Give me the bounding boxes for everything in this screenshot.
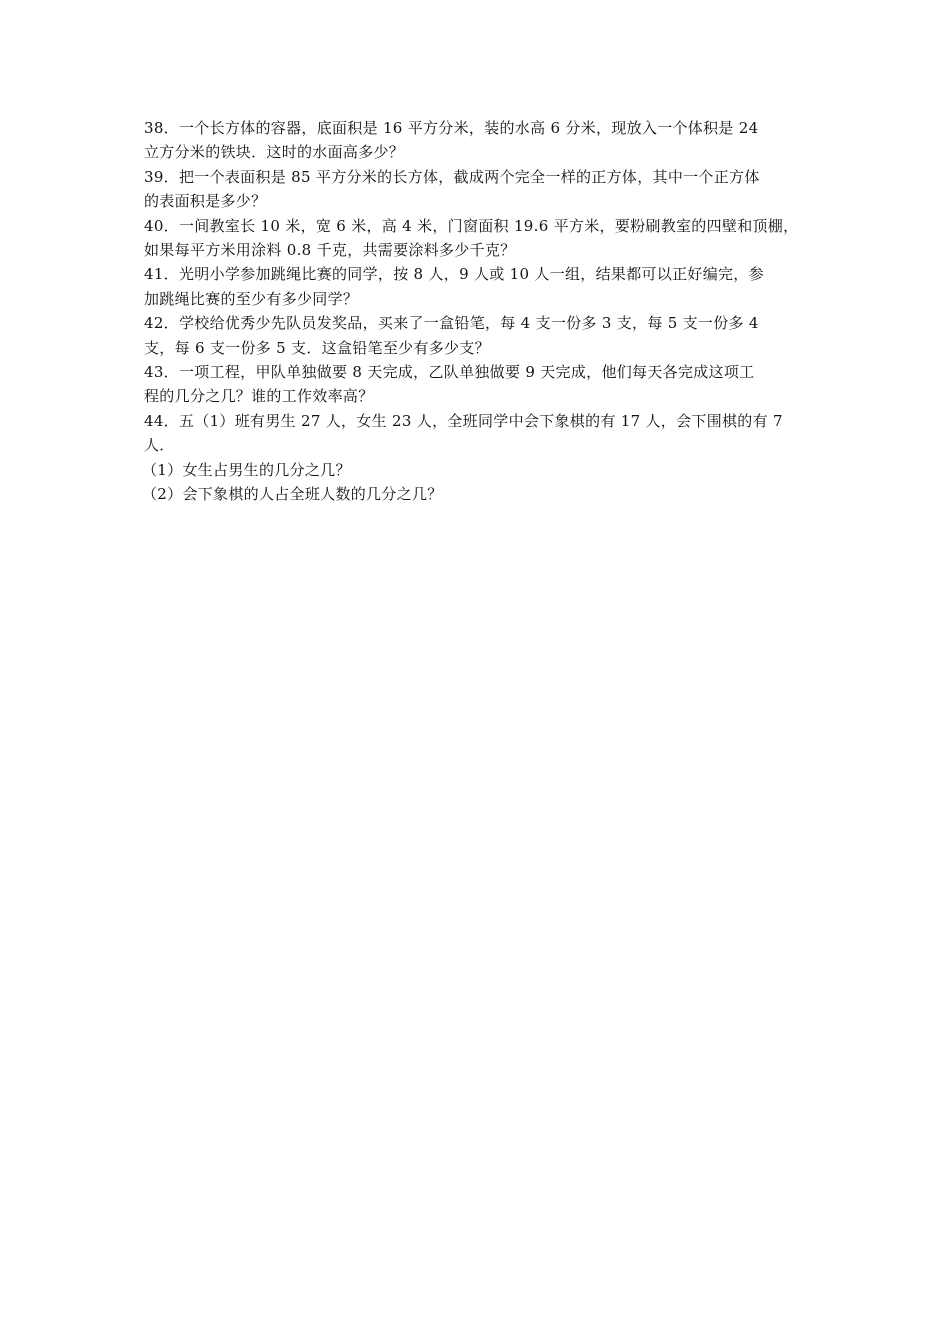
- problem-text-line: 43．一项工程，甲队单独做要 8 天完成，乙队单独做要 9 天完成，他们每天各完成这项工: [144, 363, 755, 382]
- problem-text-line: 44．五（1）班有男生 27 人，女生 23 人，全班同学中会下象棋的有 17 人，会下围棋的有 7: [144, 411, 783, 430]
- problem-text-line: 程的几分之几？谁的工作效率高？: [144, 387, 374, 406]
- problem-44: [144, 409, 816, 507]
- problem-text-line: 支，每 6 支一份多 5 支．这盒铅笔至少有多少支？: [144, 338, 490, 357]
- problem-text-line: 如果每平方米用涂料 0.8 千克，共需要涂料多少千克？: [144, 241, 516, 260]
- problem-42: [144, 311, 816, 360]
- problem-text-line: 的表面积是多少？: [144, 192, 267, 211]
- subquestion-2: （2）会下象棋的人占全班人数的几分之几？: [142, 485, 443, 504]
- problem-text-line: 38．一个长方体的容器，底面积是 16 平方分米，装的水高 6 分米，现放入一个体积是 24: [144, 119, 759, 137]
- problem-text-line: 立方分米的铁块．这时的水面高多少？: [144, 143, 405, 162]
- problem-text-line: 39．把一个表面积是 85 平方分米的长方体，截成两个完全一样的正方体，其中一个正方体: [144, 167, 760, 186]
- problem-text-line: 41．光明小学参加跳绳比赛的同学，按 8 人，9 人或 10 人一组，结果都可以正好编完，参: [144, 265, 764, 284]
- problem-list: [144, 116, 816, 507]
- problem-text-line: 加跳绳比赛的至少有多少同学？: [144, 289, 359, 308]
- problem-39: [144, 165, 816, 214]
- subquestion-1: （1）女生占男生的几分之几？: [142, 460, 351, 479]
- problem-text-line: 人．: [144, 436, 175, 455]
- problem-40: [144, 214, 816, 263]
- problem-text-line: 40．一间教室长 10 米，宽 6 米，高 4 米，门窗面积 19.6 平方米，要粉刷教室的四壁和顶棚，: [144, 216, 799, 235]
- problem-41: [144, 262, 816, 311]
- problem-text-line: 42．学校给优秀少先队员发奖品，买来了一盒铅笔，每 4 支一份多 3 支，每 5 支一份多 4: [144, 314, 759, 333]
- problem-43: [144, 360, 816, 409]
- problem-38: [144, 116, 816, 165]
